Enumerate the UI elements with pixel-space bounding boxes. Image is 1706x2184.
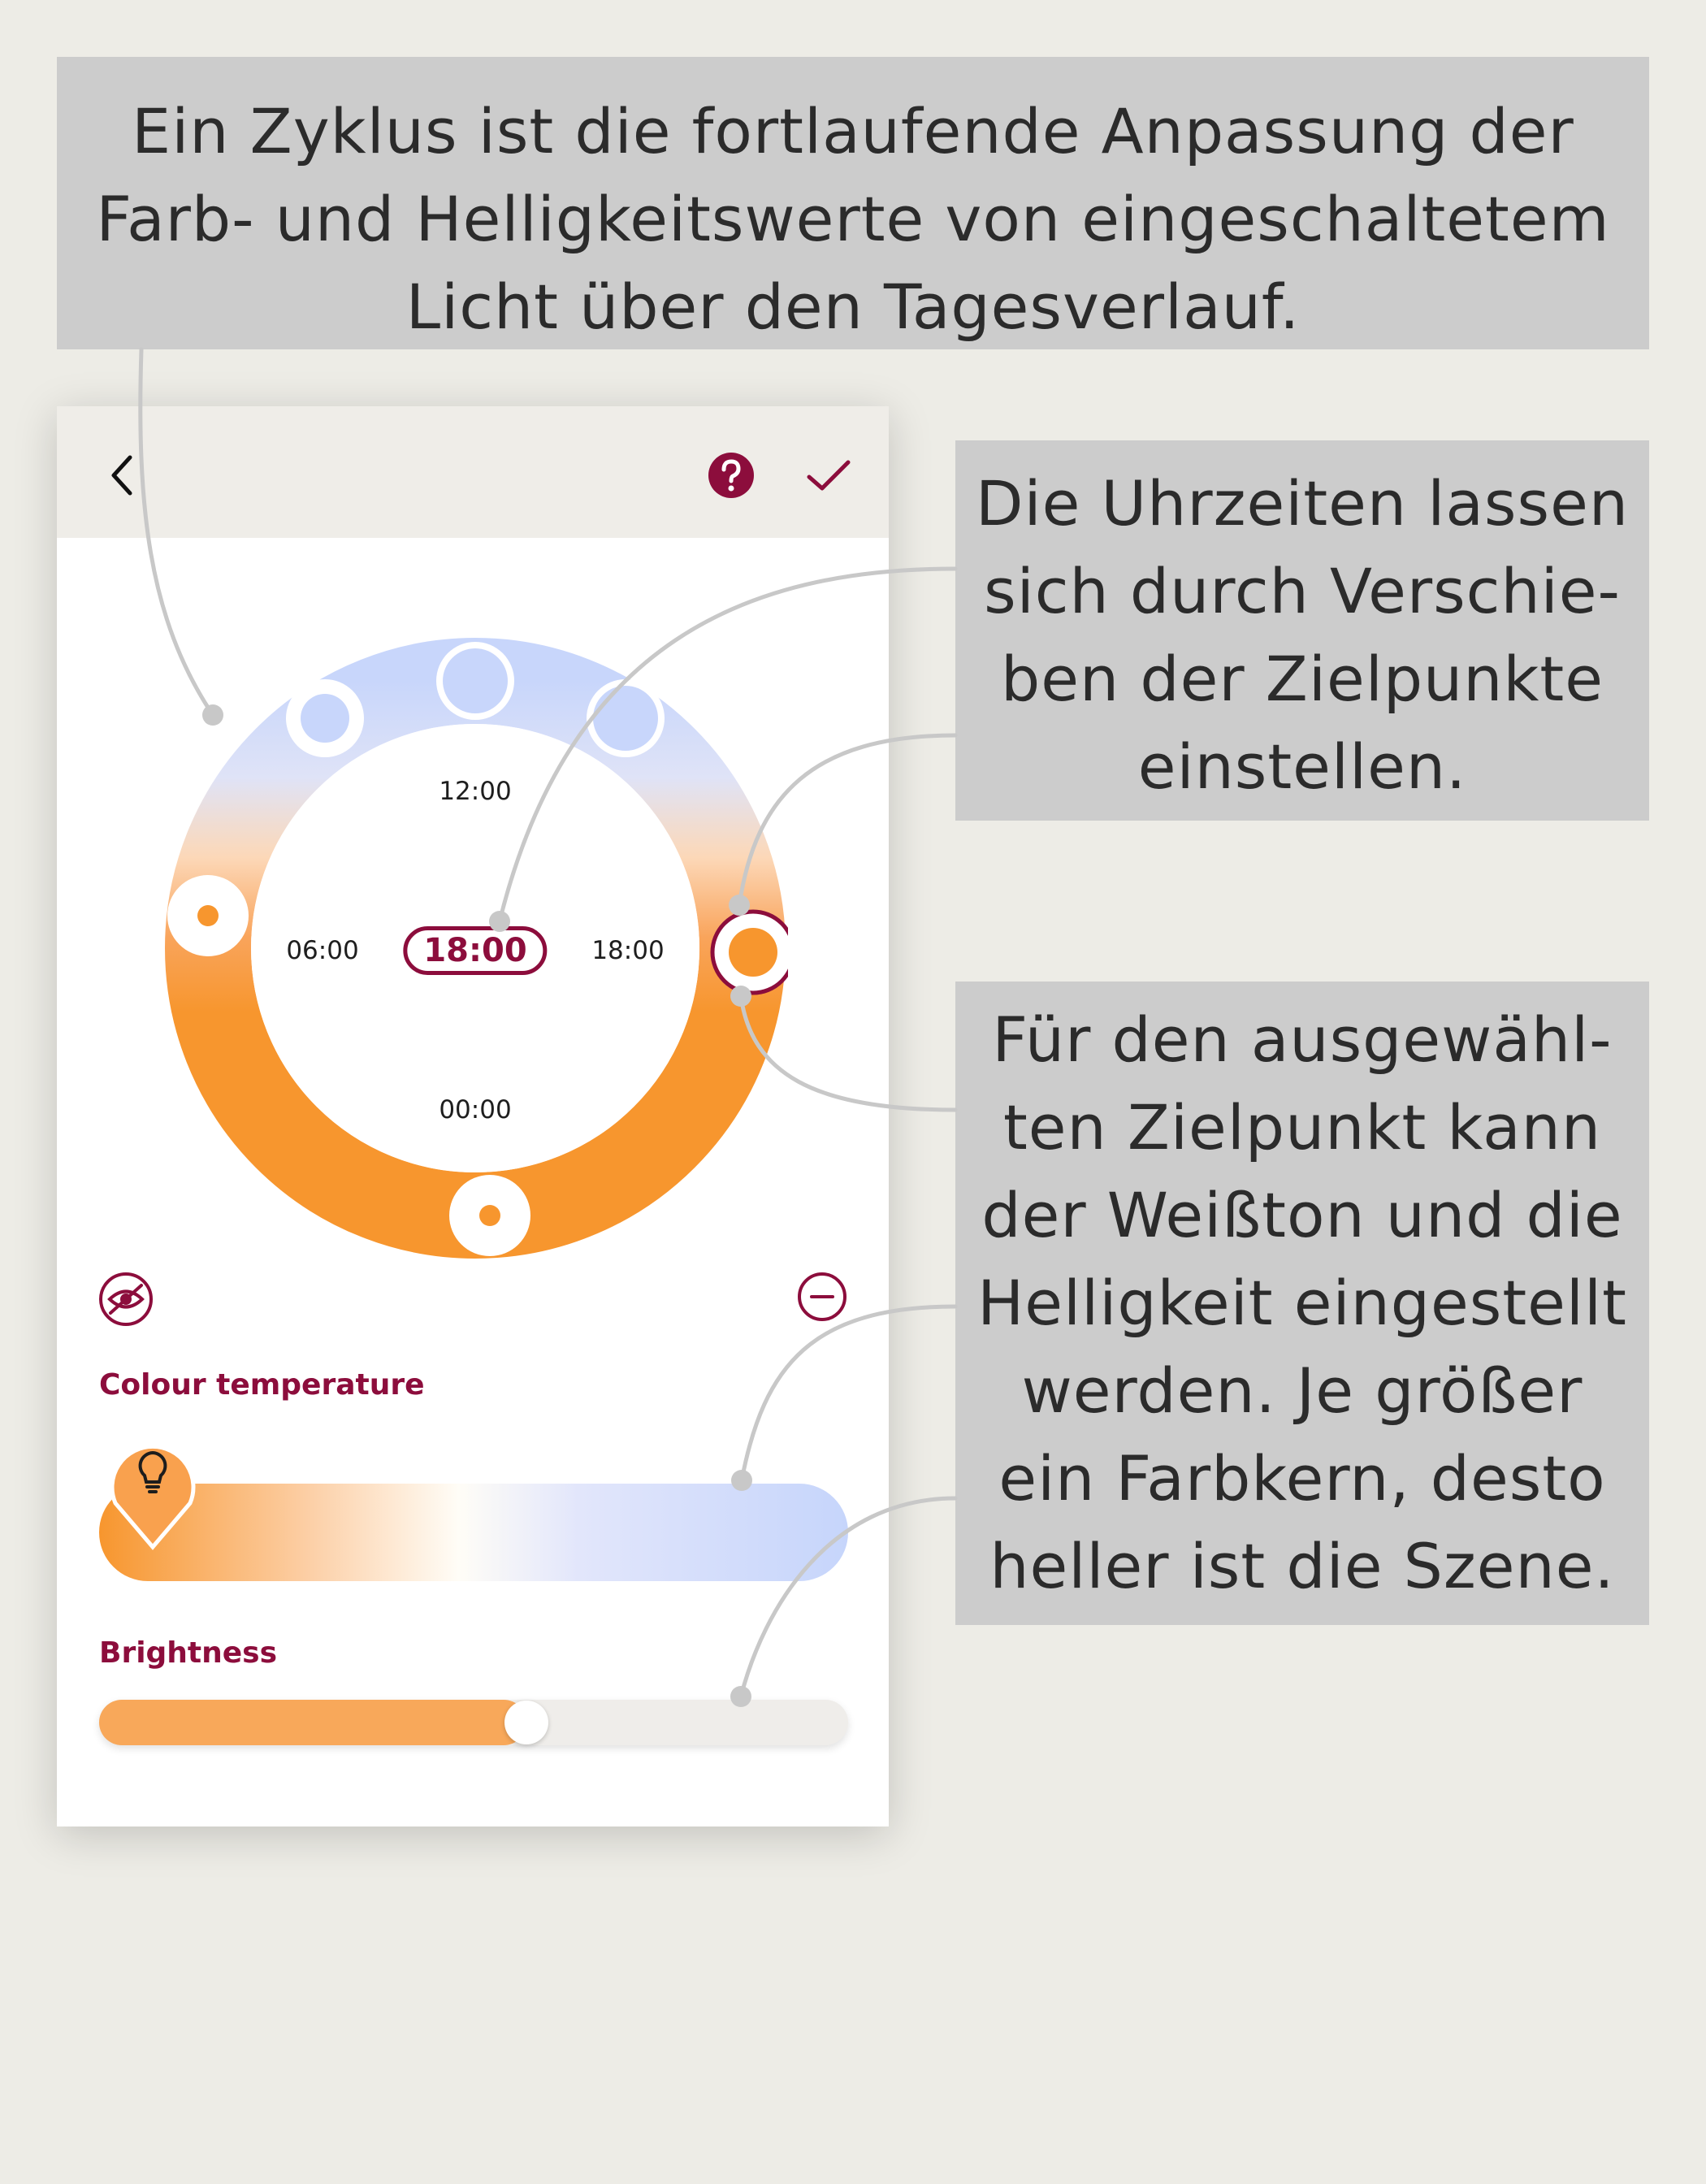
colour-temperature-label: Colour temperature [99,1368,425,1402]
brightness-thumb[interactable] [504,1701,548,1744]
remove-target-button[interactable] [796,1271,848,1323]
callout-line: heller ist die Szene. [989,1530,1615,1602]
help-circle-icon [708,452,755,499]
callout-line: Farb- und Helligkeitswerte von eingeschaltetem [96,183,1610,255]
brightness-label: Brightness [99,1636,278,1670]
callout-colour-brightness [955,982,1649,1625]
chevron-left-icon [106,451,138,500]
callout-time-adjust [955,440,1649,821]
target-point[interactable] [167,875,249,956]
target-point-selected[interactable] [712,912,788,993]
time-label-evening: 18:00 [591,936,665,965]
callout-line: der Weißton und die [981,1179,1623,1251]
time-label-midnight: 00:00 [439,1095,512,1124]
callout-line: einstellen. [1137,730,1467,803]
confirm-button[interactable] [796,443,861,508]
back-button[interactable] [89,443,154,508]
checkmark-icon [806,457,851,493]
callout-line: sich durch Verschie- [984,555,1621,627]
target-point[interactable] [286,679,364,757]
target-point[interactable] [436,642,514,720]
target-point[interactable] [449,1175,530,1256]
colour-temperature-handle[interactable] [109,1428,197,1550]
selected-time-badge[interactable]: 18:00 [403,926,547,975]
callout-line: Die Uhrzeiten lassen [975,467,1630,540]
help-button[interactable] [699,443,764,508]
target-point[interactable] [587,679,665,757]
time-label-morning: 06:00 [286,936,359,965]
callout-cycle-description [57,57,1649,349]
callout-line: ten Zielpunkt kann [1002,1091,1602,1164]
callout-line: ein Farbkern, desto [998,1442,1606,1514]
visibility-toggle-button[interactable] [97,1271,154,1328]
callout-line: Licht über den Tagesverlauf. [405,271,1301,343]
cycle-clock[interactable] [162,635,788,1261]
time-label-noon: 12:00 [439,777,512,806]
eye-off-icon [97,1271,154,1328]
app-header [57,406,889,538]
brightness-slider[interactable] [99,1700,848,1745]
brightness-fill [99,1700,526,1745]
callout-line: ben der Zielpunkte [1001,643,1604,715]
callout-line: Für den ausgewähl- [992,1003,1613,1076]
callout-line: Helligkeit eingestellt [977,1267,1627,1339]
colour-temperature-slider[interactable] [99,1484,848,1581]
callout-line: Ein Zyklus ist die fortlaufende Anpassung der [132,95,1574,167]
minus-circle-icon [796,1271,848,1323]
app-screen [57,406,889,1826]
callout-line: werden. Je größer [1021,1354,1583,1427]
